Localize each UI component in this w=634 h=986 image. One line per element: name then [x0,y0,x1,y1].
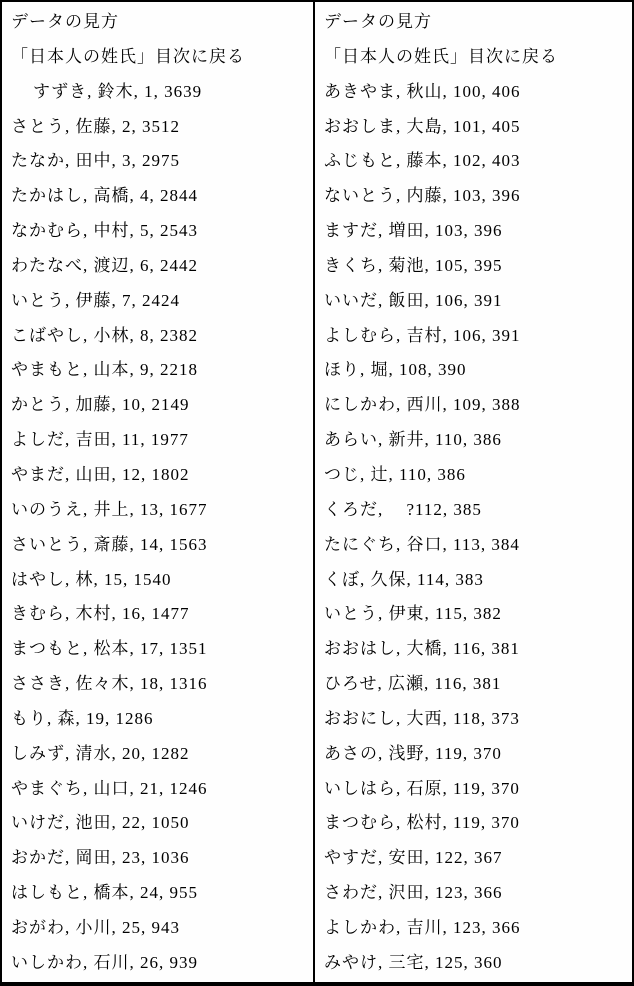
back-to-index-link[interactable] [324,40,628,75]
line-text[interactable]: データの見方 [324,12,432,31]
text-line [11,284,309,319]
line-text: はやし, 林, 15, 1540 [11,569,172,589]
line-text: やすだ, 安田, 122, 367 [324,848,503,868]
line-text: よしむら, 吉村, 106, 391 [324,325,521,345]
line-text: しみず, 清水, 20, 1282 [11,743,190,763]
text-line [11,772,309,807]
text-line [324,353,628,388]
line-text: ますだ, 増田, 103, 396 [324,221,503,241]
text-line [324,737,628,772]
line-text: おがわ, 小川, 25, 943 [11,917,180,937]
text-line [324,214,628,249]
line-text: つじ, 辻, 110, 386 [324,464,466,484]
line-text: よしかわ, 吉川, 123, 366 [324,917,521,937]
line-text: いのうえ, 井上, 13, 1677 [11,499,208,519]
line-text: いとう, 伊藤, 7, 2424 [11,290,180,310]
back-to-index-link[interactable] [11,40,309,75]
surname-column-left [2,2,313,982]
line-text: おかだ, 岡田, 23, 1036 [11,848,190,868]
data-guide-link[interactable] [324,5,628,40]
text-line [11,75,309,110]
text-line [324,493,628,528]
line-text: さとう, 佐藤, 2, 3512 [11,116,180,136]
line-text: やまだ, 山田, 12, 1802 [11,464,190,484]
line-text: たにぐち, 谷口, 113, 384 [324,534,520,554]
line-text: いとう, 伊東, 115, 382 [324,604,502,624]
text-line [11,597,309,632]
text-line [11,388,309,423]
line-text: たなか, 田中, 3, 2975 [11,151,180,171]
line-text: きむら, 木村, 16, 1477 [11,604,190,624]
text-line [324,702,628,737]
text-line [324,110,628,145]
line-text: ないとう, 内藤, 103, 396 [324,186,521,206]
line-text: さわだ, 沢田, 123, 366 [324,883,503,903]
line-text: かとう, 加藤, 10, 2149 [11,395,190,415]
text-line [11,319,309,354]
line-text: くろだ, ?112, 385 [324,499,482,519]
text-line [11,144,309,179]
text-line [11,563,309,598]
line-text: いしはら, 石原, 119, 370 [324,778,520,798]
text-line [324,75,628,110]
text-line [324,319,628,354]
line-text: はしもと, 橋本, 24, 955 [11,883,198,903]
line-text: おおしま, 大島, 101, 405 [324,116,521,136]
text-line [324,563,628,598]
text-line [11,214,309,249]
text-line [11,110,309,145]
line-text: もり, 森, 19, 1286 [11,708,154,728]
text-line [324,806,628,841]
text-line [324,911,628,946]
text-line [11,911,309,946]
line-text: にしかわ, 西川, 109, 388 [324,395,521,415]
line-text: ささき, 佐々木, 18, 1316 [11,674,208,694]
text-line [11,353,309,388]
line-text: ふじもと, 藤本, 102, 403 [324,151,521,171]
text-line [324,458,628,493]
line-text: こばやし, 小林, 8, 2382 [11,325,198,345]
text-line [324,632,628,667]
text-line [324,179,628,214]
line-text: あきやま, 秋山, 100, 406 [324,81,521,101]
line-text[interactable]: データの見方 [11,12,119,31]
line-text: ほり, 堀, 108, 390 [324,360,467,380]
line-text: あらい, 新井, 110, 386 [324,430,502,450]
text-line [11,528,309,563]
text-line [11,179,309,214]
text-line [11,667,309,702]
text-line [324,284,628,319]
text-line [324,597,628,632]
text-line [324,946,628,981]
line-text: きくち, 菊池, 105, 395 [324,255,503,275]
text-line [11,493,309,528]
line-text: たかはし, 高橋, 4, 2844 [11,186,198,206]
line-text: おおにし, 大西, 118, 373 [324,708,520,728]
text-line [11,806,309,841]
text-line [324,388,628,423]
line-text[interactable]: 「日本人の姓氏」目次に戻る [324,46,558,66]
line-text: ひろせ, 広瀬, 116, 381 [324,674,502,694]
line-text: すずき, 鈴木, 1, 3639 [33,81,203,101]
surname-column-right [315,2,632,982]
line-text: よしだ, 吉田, 11, 1977 [11,430,189,450]
text-line [324,249,628,284]
line-text: なかむら, 中村, 5, 2543 [11,221,198,241]
line-text: わたなべ, 渡辺, 6, 2442 [11,255,198,275]
text-line [11,249,309,284]
line-text: やまもと, 山本, 9, 2218 [11,360,198,380]
line-text: いけだ, 池田, 22, 1050 [11,813,190,833]
text-line [324,667,628,702]
text-line [324,528,628,563]
text-line [11,702,309,737]
line-text: いいだ, 飯田, 106, 391 [324,290,503,310]
line-text: おおはし, 大橋, 116, 381 [324,639,520,659]
line-text: やまぐち, 山口, 21, 1246 [11,778,208,798]
text-line [324,144,628,179]
text-line [11,876,309,911]
line-text: まつもと, 松本, 17, 1351 [11,639,208,659]
line-text: まつむら, 松村, 119, 370 [324,813,520,833]
line-text: あさの, 浅野, 119, 370 [324,743,502,763]
text-line [11,458,309,493]
text-line [324,876,628,911]
line-text: くぼ, 久保, 114, 383 [324,569,484,589]
line-text: さいとう, 斎藤, 14, 1563 [11,534,208,554]
text-line [324,423,628,458]
line-text: みやけ, 三宅, 125, 360 [324,952,503,972]
line-text[interactable]: 「日本人の姓氏」目次に戻る [11,46,245,66]
line-text: いしかわ, 石川, 26, 939 [11,952,198,972]
text-line [324,772,628,807]
text-line [11,841,309,876]
text-line [11,423,309,458]
data-guide-link[interactable] [11,5,309,40]
text-line [11,632,309,667]
text-line [11,946,309,981]
text-line [11,737,309,772]
text-line [324,841,628,876]
